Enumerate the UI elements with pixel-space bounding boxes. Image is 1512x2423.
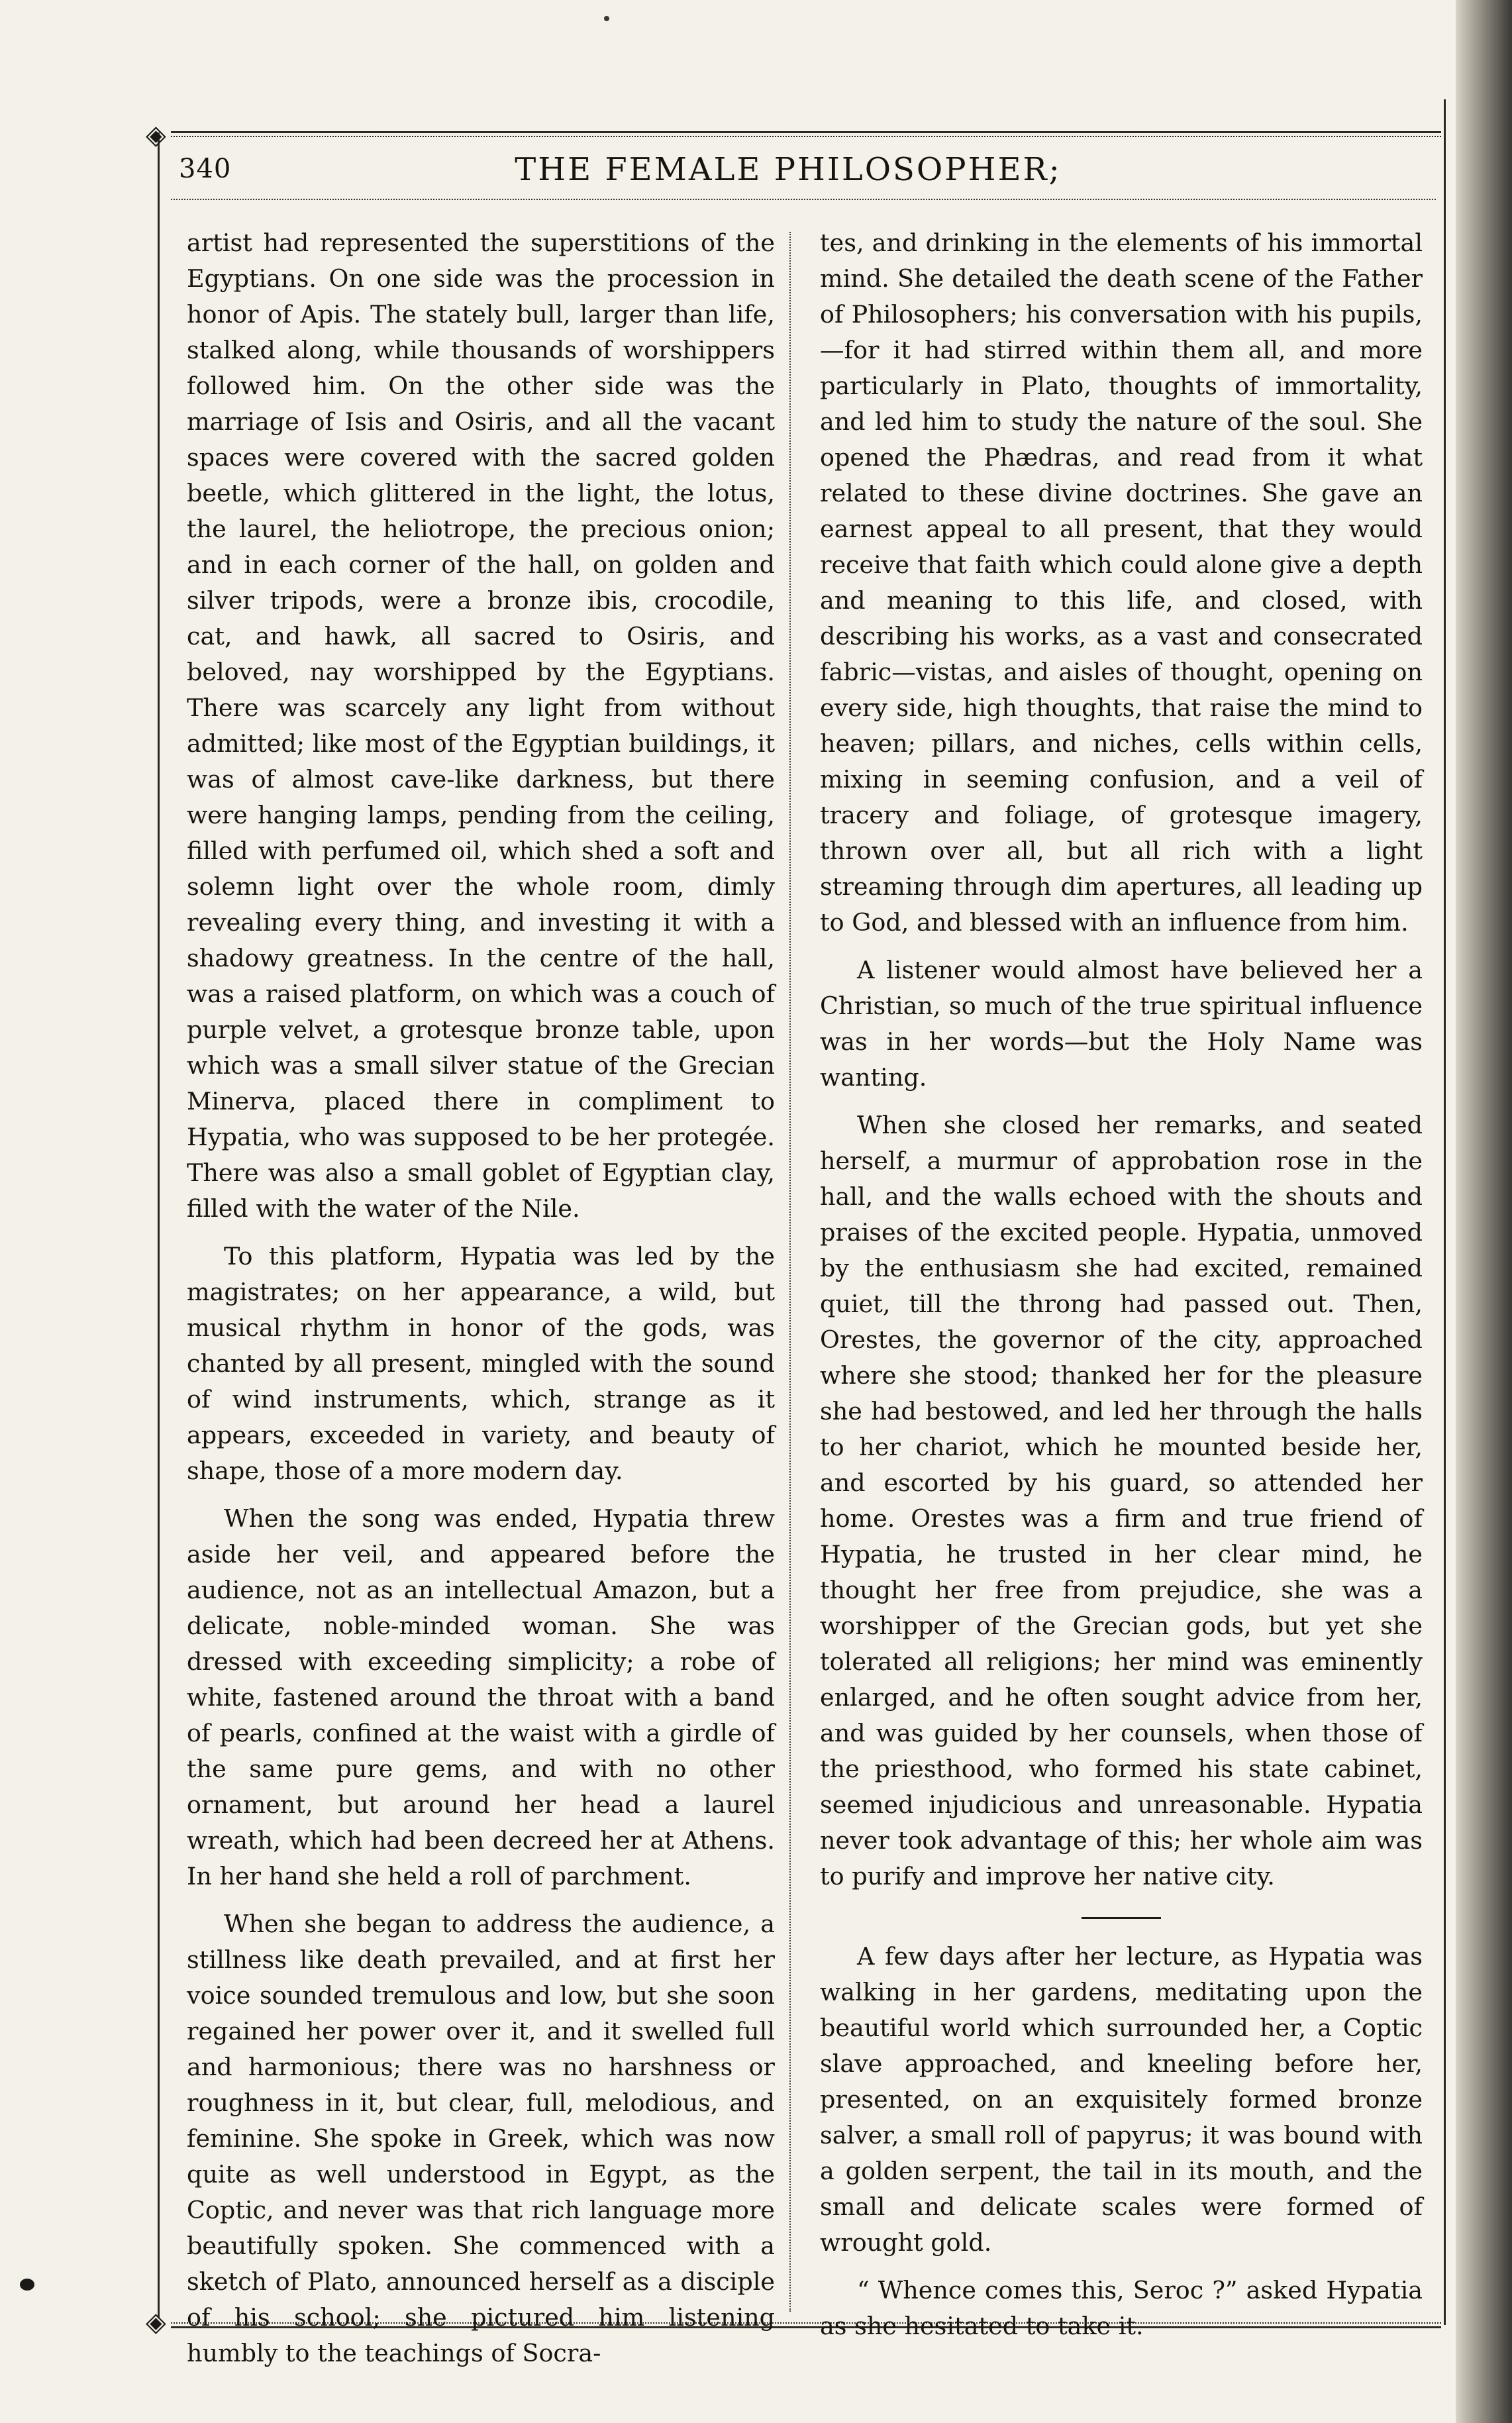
paragraph: tes, and drinking in the elements of his immortal mind. She detailed the death scene of the Father of Philosophers; his conversation with his pupils,—for it had stirred within them all, and more particularly in Plato, thoughts of immortality, and led him to study the nature of the soul. She opened the Phædras, and read from it what related to these divine doctrines. She gave an earnest appeal to all present, that they would receive that faith which could alone give a depth and meaning to this life, and closed, with describing his works, as a vast and consecrated fabric—vistas, and aisles of thought, opening on every side, high thoughts, that raise the mind to heaven; pillars, and niches, cells within cells, mixing in seeming confusion, and a veil of tracery and foliage, of grotesque imagery, thrown over all, but all rich with a light streaming through dim apertures, all leading up to God, and blessed with an influence from him. xyxy=(820,229,1423,937)
paragraph: When the song was ended, Hypatia threw aside her veil, and appeared before the audience, not as an intellectual Amazon, but a delicate, noble-minded woman. She was dressed with exceeding simplicity; a robe of white, fastened around the throat with a band of pearls, confined at the waist with a girdle of the same pure gems, and with no other ornament, but around her head a laurel wreath, which had been decreed her at Athens. In her hand she held a roll of parchment. xyxy=(187,1504,775,1890)
corner-ornament-icon: ◈ xyxy=(146,120,166,150)
paragraph: A listener would almost have believed her a Christian, so much of the true spiritual influence was in her words—but the Holy Name was wanting. xyxy=(820,956,1423,1092)
corner-ornament-icon: ◈ xyxy=(146,2307,166,2338)
section-break-rule xyxy=(1082,1917,1161,1919)
right-text-column xyxy=(820,225,1423,2344)
left-border-rule xyxy=(158,132,165,2318)
left-text-column xyxy=(187,225,775,2371)
ink-speck xyxy=(604,16,609,21)
paragraph: To this platform, Hypatia was led by the magistrates; on her appearance, a wild, but musical rhythm in honor of the gods, was chanted by all present, mingled with the sound of wind instruments, which, strange as it appears, exceeded in variety, and beauty of shape, those of a more modern day. xyxy=(187,1242,775,1485)
page-number: 340 xyxy=(179,154,232,184)
ink-blot xyxy=(20,2279,34,2291)
scan-shadow-edge xyxy=(1456,0,1512,2423)
running-title: THE FEMALE PHILOSOPHER; xyxy=(515,151,1062,188)
paragraph: artist had represented the superstitions of the Egyptians. On one side was the procession in honor of Apis. The stately bull, larger than life, stalked along, while thousands of worshippers followed him. On the other side was the marriage of Isis and Osiris, and all the vacant spaces were covered with the sacred golden beetle, which glittered in the light, the lotus, the laurel, the heliotrope, the precious onion; and in each corner of the hall, on golden and silver tripods, were a bronze ibis, crocodile, cat, and hawk, all sacred to Osiris, and beloved, nay worshipped by the Egyptians. There was scarcely any light from without admitted; like most of the Egyptian buildings, it was of almost cave-like darkness, but there were hanging lamps, pending from the ceiling, filled with perfumed oil, which shed a soft and solemn light over the whole room, dimly revealing every thing, and investing it with a shadowy greatness. In the centre of the hall, was a raised platform, on which was a couch of purple velvet, a grotesque bronze table, upon which was a small silver statue of the Grecian Minerva, placed there in compliment to Hypatia, who was supposed to be her protegée. There was also a small goblet of Egyptian clay, filled with the water of the Nile. xyxy=(187,229,775,1223)
right-border-rule xyxy=(1438,99,1446,2325)
paragraph: A few days after her lecture, as Hypatia was walking in her gardens, meditating upon the beautiful world which surrounded her, a Coptic slave approached, and kneeling before her, presented, on an exquisitely formed bronze salver, a small roll of papyrus; it was bound with a golden serpent, the tail in its mouth, and the small and delicate scales were formed of wrought gold. xyxy=(820,1942,1423,2257)
header-divider xyxy=(171,199,1436,205)
paragraph: When she closed her remarks, and seated herself, a murmur of approbation rose in the hall, and the walls echoed with the shouts and praises of the excited people. Hypatia, unmoved by the enthusiasm she had excited, remained quiet, till the throng had passed out. Then, Orestes, the governor of the city, approached where she stood; thanked her for the pleasure she had bestowed, and led her through the halls to her chariot, which he mounted beside her, and escorted by his guard, so attended her home. Orestes was a firm and true friend of Hypatia, he trusted in her clear mind, he thought her free from prejudice, she was a worshipper of the Grecian gods, but yet she tolerated all religions; her mind was eminently enlarged, and he often sought advice from her, and was guided by her counsels, when those of the priesthood, who formed his state cabinet, seemed injudicious and unreasonable. Hypatia never took advantage of this; her whole aim was to purify and improve her native city. xyxy=(820,1111,1423,1890)
top-border-rule xyxy=(171,131,1441,141)
paragraph: “ Whence comes this, Seroc ?” asked Hypatia as she hesitated to take it. xyxy=(820,2276,1423,2340)
column-divider xyxy=(789,232,795,2312)
paragraph: When she began to address the audience, a stillness like death prevailed, and at first her voice sounded tremulous and low, but she soon regained her power over it, and it swelled full and harmonious; there was no harshness or roughness in it, but clear, full, melodious, and feminine. She spoke in Greek, which was now quite as well understood in Egypt, as the Coptic, and never was that rich language more beautifully spoken. She commenced with a sketch of Plato, announced herself as a disciple of his school; she pictured him listening humbly to the teachings of Socra- xyxy=(187,1910,775,2367)
